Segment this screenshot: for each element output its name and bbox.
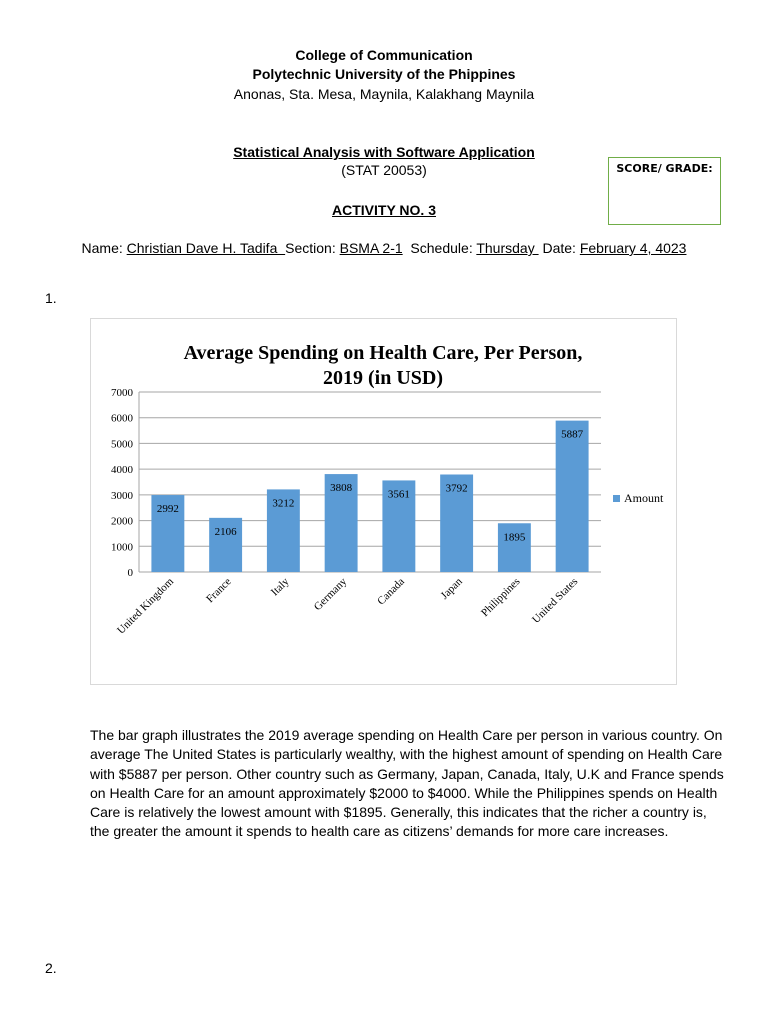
legend-swatch [613,495,620,502]
data-label: 3808 [330,482,353,495]
score-grade-label: SCORE/ GRADE: [616,162,713,175]
student-name: Christian Dave H. Tadifa [126,240,286,256]
y-tick-label: 2000 [111,515,133,528]
score-grade-box [608,157,721,225]
student-date: February 4, 4023 [579,240,687,256]
university-address: Anonas, Sta. Mesa, Maynila, Kalakhang Maynila [233,86,535,102]
name-label: Name: [81,240,127,256]
student-section: BSMA 2-1 [339,240,403,256]
data-label: 3561 [387,488,410,501]
x-tick-label: Germany [311,575,350,614]
chart-frame [90,318,677,685]
activity-title: ACTIVITY NO. 3 [332,202,436,218]
x-tick-label: United States [530,575,581,626]
item-number-2: 2. [45,960,57,976]
chart-title-line1: Average Spending on Health Care, Per Person, [183,342,583,364]
analysis-paragraph: The bar graph illustrates the 2019 average spending on Health Care per person in various country. On average The United States is particularly wealthy, with the highest amount of spending on Health Care with $5887 per person. Other country such as Germany, Japan, Canada, Italy, U.K and France spends on Health Care for an amount approximately $2000 to $4000. While the Philippines spends on Health Care is relatively the lowest amount with $1895. Generally, this indicates that the richer a country is, the greater the amount it spends to health care as citizens’ demands for more care increases. [90,727,724,840]
date-label: Date: [538,240,580,256]
college-name: College of Communication [295,47,473,63]
legend-label: Amount [624,491,664,505]
data-label: 2106 [214,525,237,538]
university-name: Polytechnic University of the Phippines [252,66,516,82]
section-label: Section: [285,240,340,256]
x-tick-label: Philippines [478,575,523,620]
student-schedule: Thursday [476,240,539,256]
item-number-1: 1. [45,290,57,306]
y-tick-label: 5000 [111,438,133,451]
data-label: 3792 [445,482,468,495]
y-tick-label: 3000 [111,489,133,502]
y-tick-label: 7000 [111,387,133,399]
y-tick-label: 4000 [111,464,133,477]
y-tick-label: 1000 [111,541,133,554]
data-label: 2992 [156,503,179,516]
data-label: 1895 [503,531,526,544]
schedule-label: Schedule: [402,240,477,256]
course-code: (STAT 20053) [341,162,427,178]
x-tick-label: United Kingdom [115,575,176,637]
bar-united-states [556,421,589,572]
course-title: Statistical Analysis with Software Application [233,144,535,160]
data-label: 5887 [561,428,584,441]
chart-title-line2: 2019 (in USD) [322,367,444,389]
bar-chart [91,319,676,684]
student-info-line [0,240,768,256]
x-tick-label: France [204,575,234,606]
x-tick-label: Canada [375,575,407,608]
y-tick-label: 6000 [111,412,133,425]
x-tick-label: Italy [268,575,292,599]
data-label: 3212 [272,497,295,510]
y-tick-label: 0 [127,567,133,579]
x-tick-label: Japan [438,575,465,602]
